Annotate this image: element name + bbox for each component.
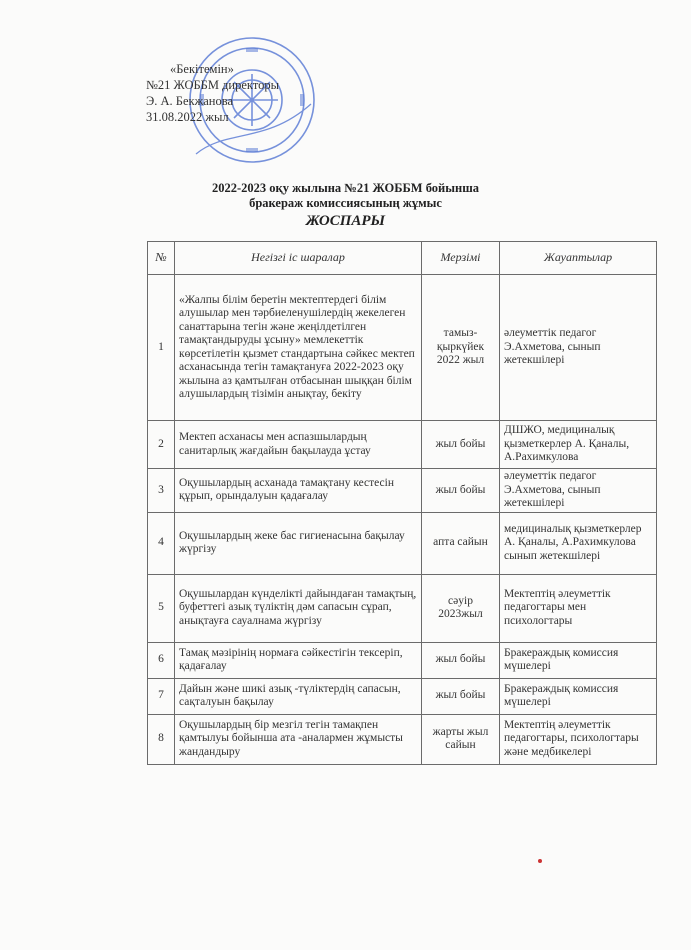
header-responsible: Жауаптылар [500, 242, 657, 275]
row-number: 1 [148, 275, 175, 421]
row-number: 3 [148, 469, 175, 513]
approval-title: «Бекітемін» [170, 62, 234, 76]
approval-name: Э. А. Бекжанова [146, 94, 233, 108]
row-activity: «Жалпы білім беретін мектептердегі білім алушылар мен тәрбиеленушілердің жекелеген санаттарына тегін және жеңілдетілген тамақтандыруды ұсыну» мемлекеттік көрсетілетін қызмет стандартына сәйкес мектеп асханасында тегін тамақтануға 2022-2023 оқу жылына аз қамтылған отбасынан шыққан білім алушылардың тізімін анықтау, бекіту [175, 275, 422, 421]
row-activity: Оқушылардың бір мезгіл тегін тамақпен қамтылуы бойынша ата -аналармен жұмысты жандандыру [175, 714, 422, 764]
plan-table [147, 241, 657, 765]
heading-title: ЖОСПАРЫ [305, 213, 386, 229]
row-date: жарты жыл сайын [422, 714, 500, 764]
row-activity: Дайын және шикі азық -түліктердің сапасын, сақталуын бақылау [175, 678, 422, 714]
row-date: сәуір 2023жыл [422, 574, 500, 642]
row-activity: Оқушылардың жеке бас гигиенасына бақылау жүргізу [175, 512, 422, 574]
row-number: 5 [148, 574, 175, 642]
table-row [148, 678, 657, 714]
row-responsible: Мектептің әлеуметтік педагогтары, психологтары және медбикелері [500, 714, 657, 764]
table-row [148, 469, 657, 513]
table-row [148, 512, 657, 574]
approval-position: №21 ЖОББМ директоры [146, 78, 280, 92]
row-date: жыл бойы [422, 678, 500, 714]
row-responsible: Бракераждық комиссия мүшелері [500, 678, 657, 714]
row-responsible: ДШЖО, медициналық қызметкерлер А. Қаналы, А.Рахимкулова [500, 421, 657, 469]
header-activity: Негізгі іс шаралар [175, 242, 422, 275]
approval-date: 31.08.2022 жыл [146, 110, 229, 124]
row-number: 4 [148, 512, 175, 574]
row-number: 8 [148, 714, 175, 764]
header-number: № [148, 242, 175, 275]
row-number: 7 [148, 678, 175, 714]
row-number: 6 [148, 642, 175, 678]
row-date: жыл бойы [422, 642, 500, 678]
ink-dot [538, 859, 542, 863]
table-header-row [148, 242, 657, 275]
row-activity: Мектеп асханасы мен аспазшылардың санитарлық жағдайын бақылауда ұстау [175, 421, 422, 469]
row-number: 2 [148, 421, 175, 469]
row-date: жыл бойы [422, 421, 500, 469]
table-row [148, 421, 657, 469]
table-row [148, 714, 657, 764]
row-date: апта сайын [422, 512, 500, 574]
row-activity: Оқушылардың асханада тамақтану кестесін құрып, орындалуын қадағалау [175, 469, 422, 513]
document-heading [0, 181, 691, 231]
row-responsible: медициналық қызметкерлер А. Қаналы, А.Рахимкулова сынып жетекшілері [500, 512, 657, 574]
row-responsible: әлеуметтік педагог Э.Ахметова, сынып жетекшілері [500, 275, 657, 421]
table-row [148, 642, 657, 678]
row-responsible: әлеуметтік педагог Э.Ахметова, сынып жетекшілері [500, 469, 657, 513]
heading-line-1: 2022-2023 оқу жылына №21 ЖОББМ бойынша [212, 181, 479, 195]
row-date: жыл бойы [422, 469, 500, 513]
table-row [148, 275, 657, 421]
approval-block [146, 61, 279, 125]
row-responsible: Бракераждық комиссия мүшелері [500, 642, 657, 678]
header-date: Мерзімі [422, 242, 500, 275]
row-activity: Оқушылардан күнделікті дайындаған тамақтың, буфеттегі азық түліктің дәм сапасын сұрап, анықтауға сауалнама жүргізу [175, 574, 422, 642]
table-row [148, 574, 657, 642]
row-responsible: Мектептің әлеуметтік педагогтары мен психологтары [500, 574, 657, 642]
row-activity: Тамақ мәзірінің нормаға сәйкестігін тексеріп, қадағалау [175, 642, 422, 678]
row-date: тамыз-қыркүйек 2022 жыл [422, 275, 500, 421]
heading-line-2: бракераж комиссиясының жұмыс [249, 196, 442, 210]
